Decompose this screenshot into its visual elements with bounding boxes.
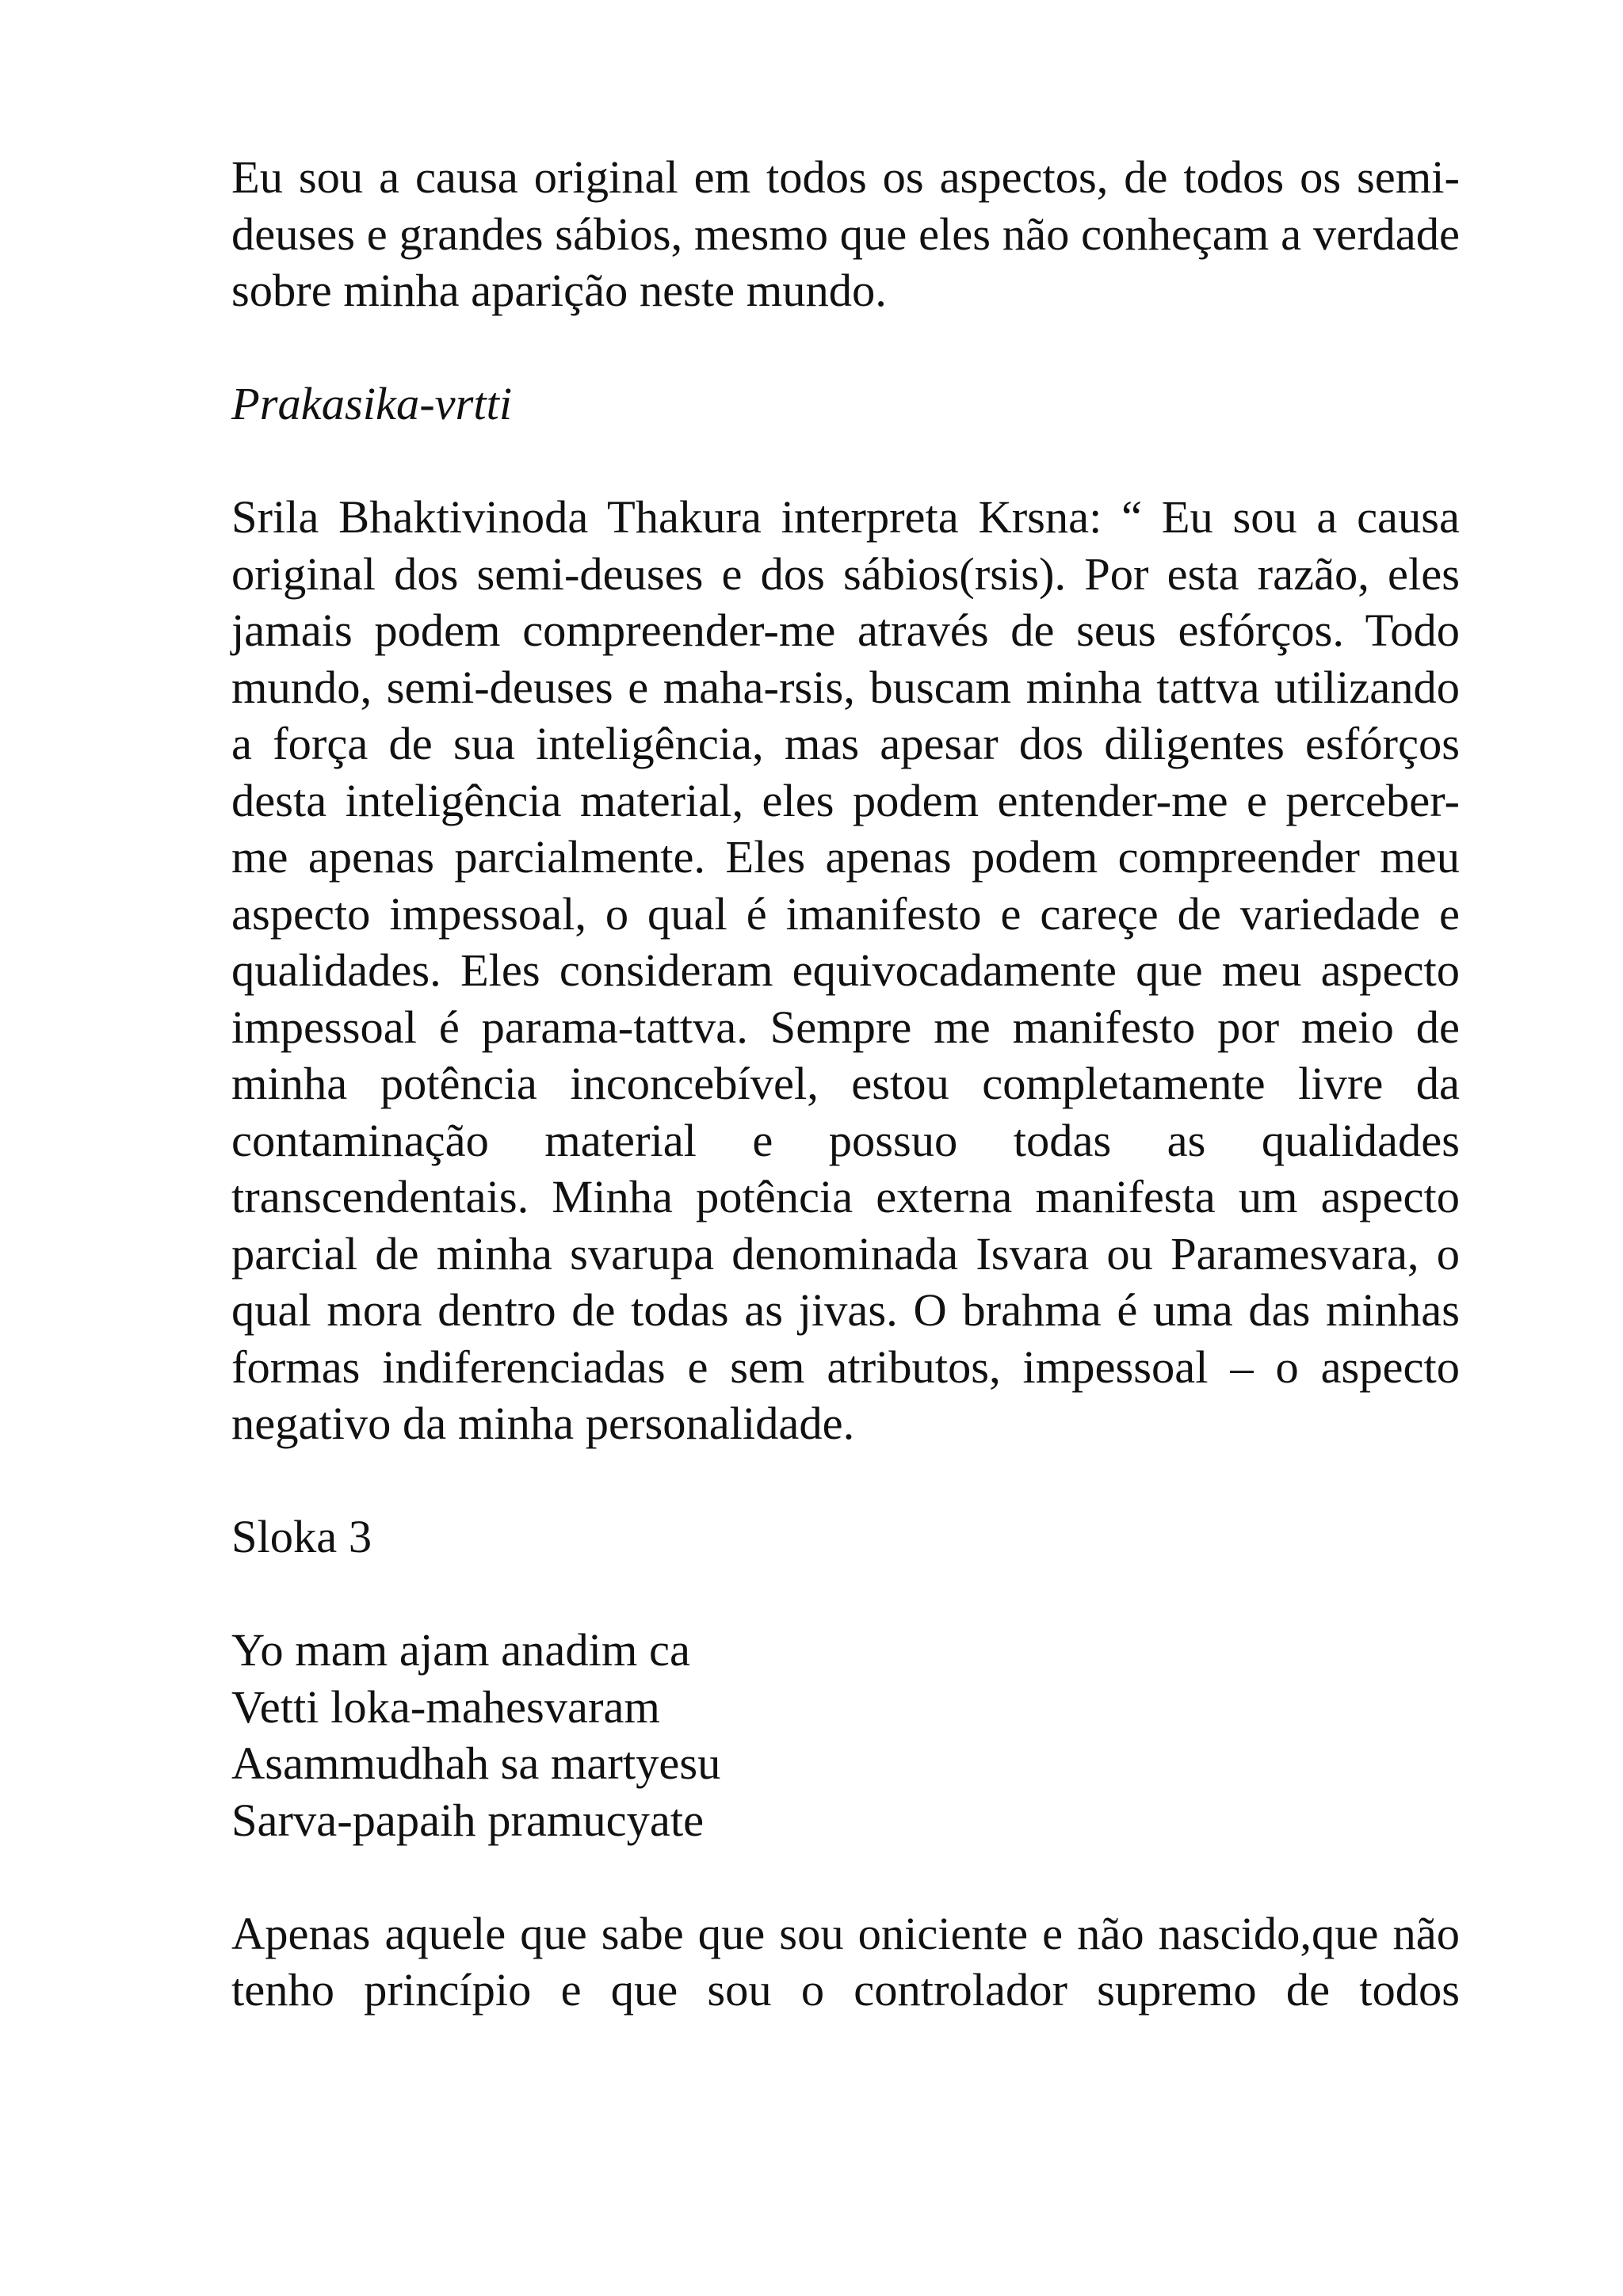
sloka-heading: Sloka 3 bbox=[231, 1511, 372, 1562]
verse-line: Asammudhah sa martyesu bbox=[231, 1737, 721, 1789]
verse-block bbox=[231, 1622, 1460, 1848]
spacer bbox=[231, 1848, 1460, 1905]
verse-line: Sarva-papaih pramucyate bbox=[231, 1794, 705, 1846]
paragraph-commentary: Srila Bhaktivinoda Thakura interpreta Krsna: “ Eu sou a causa original dos semi-deuses e dos sábios(rsis). Por esta razão, eles jamais podem compreender-me através de seus esfórços. Todo mundo, semi-deuses e maha-rsis, buscam minha tattva utilizando a força de sua inteligência, mas apesar dos diligentes esfórços desta inteligência material, eles podem entender-me e perceber-me apenas parcialmente. Eles apenas podem compreender meu aspecto impessoal, o qual é imanifesto e careçe de variedade e qualidades. Eles consideram equivocadamente que meu aspecto impessoal é parama-tattva. Sempre me manifesto por meio de minha potência inconcebível, estou completamente livre da contaminação material e possuo todas as qualidades transcendentais. Minha potência externa manifesta um aspecto parcial de minha svarupa denominada Isvara ou Paramesvara, o qual mora dentro de todas as jivas. O brahma é uma das minhas formas indiferenciadas e sem atributos, impessoal – o aspecto negativo da minha personalidade. bbox=[231, 491, 1460, 1449]
paragraph-translation: Eu sou a causa original em todos os aspectos, de todos os semi-deuses e grandes sábios, mesmo que eles não conheçam a verdade sobre minha aparição neste mundo. bbox=[231, 151, 1460, 316]
page-content bbox=[231, 149, 1460, 2019]
spacer bbox=[231, 433, 1460, 490]
commentary-title: Prakasika-vrtti bbox=[231, 378, 513, 429]
spacer bbox=[231, 319, 1460, 376]
spacer bbox=[231, 1566, 1460, 1623]
verse-line: Yo mam ajam anadim ca bbox=[231, 1624, 690, 1676]
verse-line: Vetti loka-mahesvaram bbox=[231, 1680, 660, 1733]
spacer bbox=[231, 1452, 1460, 1509]
paragraph-verse-translation: Apenas aquele que sabe que sou oniciente e não nascido,que não tenho princípio e que sou o controlador supremo de todos bbox=[231, 1907, 1460, 2016]
